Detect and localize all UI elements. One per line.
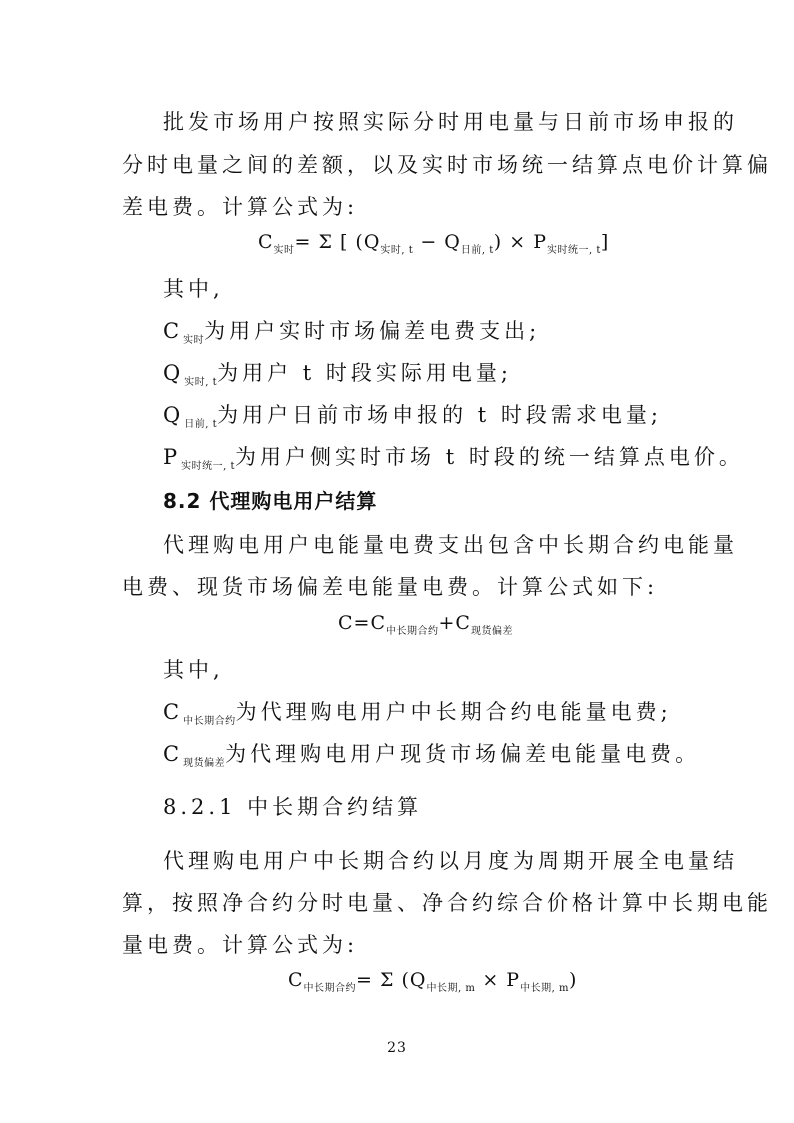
definition-text: 为用户日前市场申报的 t 时段需求电量; xyxy=(217,403,662,427)
definition-subscript: 日前, t xyxy=(184,419,218,430)
formula-subscript: 中长期合约 xyxy=(303,983,357,994)
definition-text: 为代理购电用户中长期合约电能量电费; xyxy=(235,700,672,724)
formula-subscript: 中长期合约 xyxy=(386,626,439,637)
definition-symbol: Q xyxy=(163,403,185,427)
definition-line xyxy=(163,738,700,769)
formula-part: ] xyxy=(600,231,610,253)
formula-part: C=C xyxy=(338,612,386,634)
definition-line xyxy=(163,315,540,346)
formula-subscript: 中长期, m xyxy=(426,983,476,994)
section-heading-8-2-1: 8.2.1 中长期合约结算 xyxy=(163,795,423,819)
formula-part: × P xyxy=(475,969,521,991)
definition-symbol: C xyxy=(163,319,184,343)
section-8-2-line-1: 代理购电用户电能量电费支出包含中长期合约电能量 xyxy=(163,533,738,557)
formula-part: ) xyxy=(568,969,578,991)
formula-part: ) × P xyxy=(493,231,547,253)
formula-part: = Σ (Q xyxy=(356,969,427,991)
formula-subscript: 现货偏差 xyxy=(470,626,513,637)
section-8-2-1-line-3: 量电费。计算公式为: xyxy=(122,933,359,957)
section-heading-8-2: 8.2 代理购电用户结算 xyxy=(163,489,378,513)
formula-part: +C xyxy=(438,612,471,634)
section-8-2-1-line-1: 代理购电用户中长期合约以月度为周期开展全电量结 xyxy=(163,849,738,873)
definition-line xyxy=(163,696,672,727)
definition-text: 为用户 t 时段实际用电量; xyxy=(217,361,512,385)
intro-line-3: 差电费。计算公式为: xyxy=(122,195,359,219)
where-label-1: 其中, xyxy=(163,277,224,301)
intro-line-1: 批发市场用户按照实际分时用电量与日前市场申报的 xyxy=(163,110,738,134)
formula-subscript: 实时统一, t xyxy=(546,245,601,256)
definition-text: 为用户实时市场偏差电费支出; xyxy=(204,319,541,343)
definition-symbol: C xyxy=(163,742,184,766)
formula-part: = Σ [ (Q xyxy=(294,231,381,253)
definition-subscript: 中长期合约 xyxy=(183,716,236,727)
definition-subscript: 实时统一, t xyxy=(181,461,236,472)
definition-text: 为用户侧实时市场 t 时段的统一结算点电价。 xyxy=(235,445,744,469)
definition-symbol: C xyxy=(163,700,184,724)
definition-line xyxy=(163,441,744,472)
definition-subscript: 实时, t xyxy=(184,377,218,388)
formula-total xyxy=(338,612,513,637)
formula-symbol: C xyxy=(258,231,274,253)
definition-line xyxy=(163,357,512,388)
formula-subscript: 日前, t xyxy=(460,245,494,256)
page-number: 23 xyxy=(387,1040,407,1056)
section-8-2-line-2: 电费、现货市场偏差电能量电费。计算公式如下: xyxy=(122,575,659,599)
section-8-2-1-line-2: 算，按照净合约分时电量、净合约综合价格计算中长期电能 xyxy=(122,891,772,915)
definition-subscript: 现货偏差 xyxy=(183,758,226,769)
formula-realtime xyxy=(258,231,609,256)
where-label-2: 其中, xyxy=(163,658,224,682)
formula-subscript: 实时, t xyxy=(380,245,414,256)
intro-line-2: 分时电量之间的差额，以及实时市场统一结算点电价计算偏 xyxy=(122,153,772,177)
formula-symbol: C xyxy=(288,969,304,991)
formula-mid-long-term xyxy=(288,969,577,994)
formula-subscript: 中长期, m xyxy=(520,983,569,994)
formula-part: − Q xyxy=(413,231,461,253)
definition-text: 为代理购电用户现货市场偏差电能量电费。 xyxy=(225,742,701,766)
definition-symbol: Q xyxy=(163,361,185,385)
definition-line xyxy=(163,399,662,430)
definition-symbol: P xyxy=(163,445,182,469)
formula-subscript: 实时 xyxy=(273,245,295,256)
definition-subscript: 实时 xyxy=(183,335,205,346)
